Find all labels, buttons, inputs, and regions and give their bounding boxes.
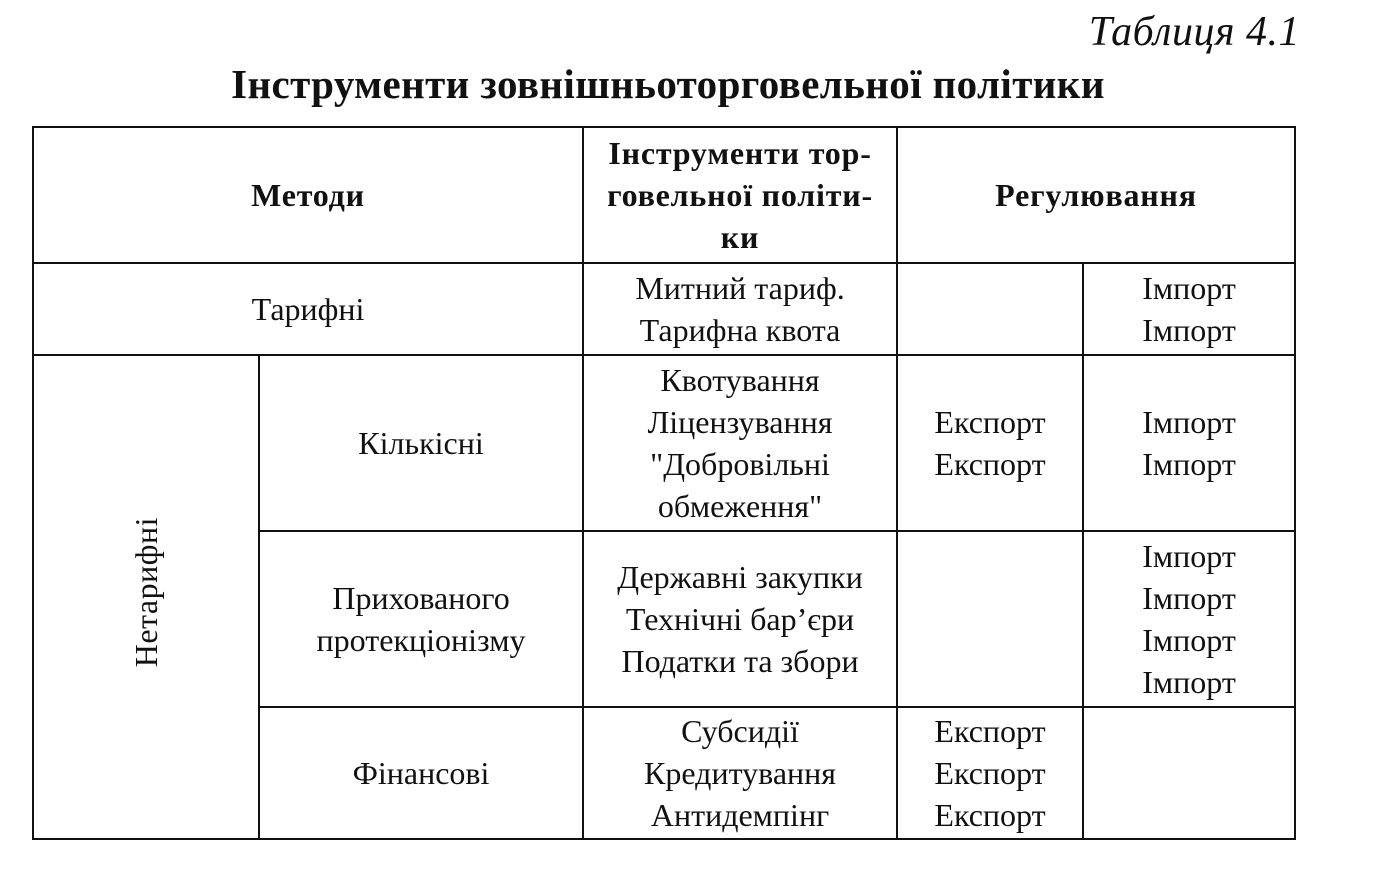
header-instruments-line: Інструменти тор- <box>608 135 872 171</box>
instrument-item: Кредитування <box>644 755 836 791</box>
instruments-table <box>32 126 1296 840</box>
hidden-import <box>1083 531 1295 707</box>
export-item: Експорт <box>934 797 1046 833</box>
import-item: Імпорт <box>1142 446 1236 482</box>
instrument-item: Митний тариф. <box>635 270 845 306</box>
export-item: Експорт <box>934 446 1046 482</box>
method-hidden-protectionism <box>259 531 583 707</box>
instrument-item: Технічні бар’єри <box>625 601 855 637</box>
import-item: Імпорт <box>1142 538 1236 574</box>
export-item: Експорт <box>934 755 1046 791</box>
tariff-import <box>1083 263 1295 355</box>
table-number: Таблиця 4.1 <box>1088 9 1300 55</box>
method-line: Прихованого <box>332 580 510 616</box>
tariff-row <box>33 263 1295 355</box>
instrument-item: Квотування <box>660 362 820 398</box>
tariff-instruments <box>583 263 897 355</box>
nontariff-label: Нетарифні <box>128 516 164 668</box>
header-row <box>33 127 1295 263</box>
method-financial: Фінансові <box>259 707 583 839</box>
method-quantitative: Кількісні <box>259 355 583 531</box>
instrument-item: Антидемпінг <box>650 797 830 833</box>
financial-instruments <box>583 707 897 839</box>
method-line: протекціонізму <box>316 622 526 658</box>
header-methods: Методи <box>33 127 583 263</box>
hidden-export <box>897 531 1083 707</box>
instrument-item: Податки та збори <box>621 643 859 679</box>
method-nontariff <box>33 355 259 839</box>
instrument-item: обмеження" <box>657 488 823 524</box>
import-item: Імпорт <box>1142 622 1236 658</box>
instrument-item: "Добровільні <box>650 446 830 482</box>
import-item: Імпорт <box>1142 404 1236 440</box>
import-item: Імпорт <box>1142 270 1236 306</box>
instrument-item: Субсидії <box>681 713 799 749</box>
financial-export <box>897 707 1083 839</box>
quantitative-row <box>33 355 1295 531</box>
tariff-export <box>897 263 1083 355</box>
hidden-instruments <box>583 531 897 707</box>
export-item: Експорт <box>934 713 1046 749</box>
table-title: Інструменти зовнішньоторговельної політики <box>231 61 1105 107</box>
header-instruments-line: говельної політи- <box>607 177 873 213</box>
financial-import <box>1083 707 1295 839</box>
header-instruments-line: ки <box>720 219 760 255</box>
export-item: Експорт <box>934 404 1046 440</box>
import-item: Імпорт <box>1142 580 1236 616</box>
instrument-item: Тарифна квота <box>639 312 841 348</box>
header-regulation: Регулювання <box>897 127 1295 263</box>
method-tariff: Тарифні <box>33 263 583 355</box>
import-item: Імпорт <box>1142 664 1236 700</box>
quantitative-instruments <box>583 355 897 531</box>
instrument-item: Ліцензування <box>647 404 833 440</box>
import-item: Імпорт <box>1142 312 1236 348</box>
quantitative-import <box>1083 355 1295 531</box>
header-instruments <box>583 127 897 263</box>
quantitative-export <box>897 355 1083 531</box>
instrument-item: Державні закупки <box>617 559 863 595</box>
